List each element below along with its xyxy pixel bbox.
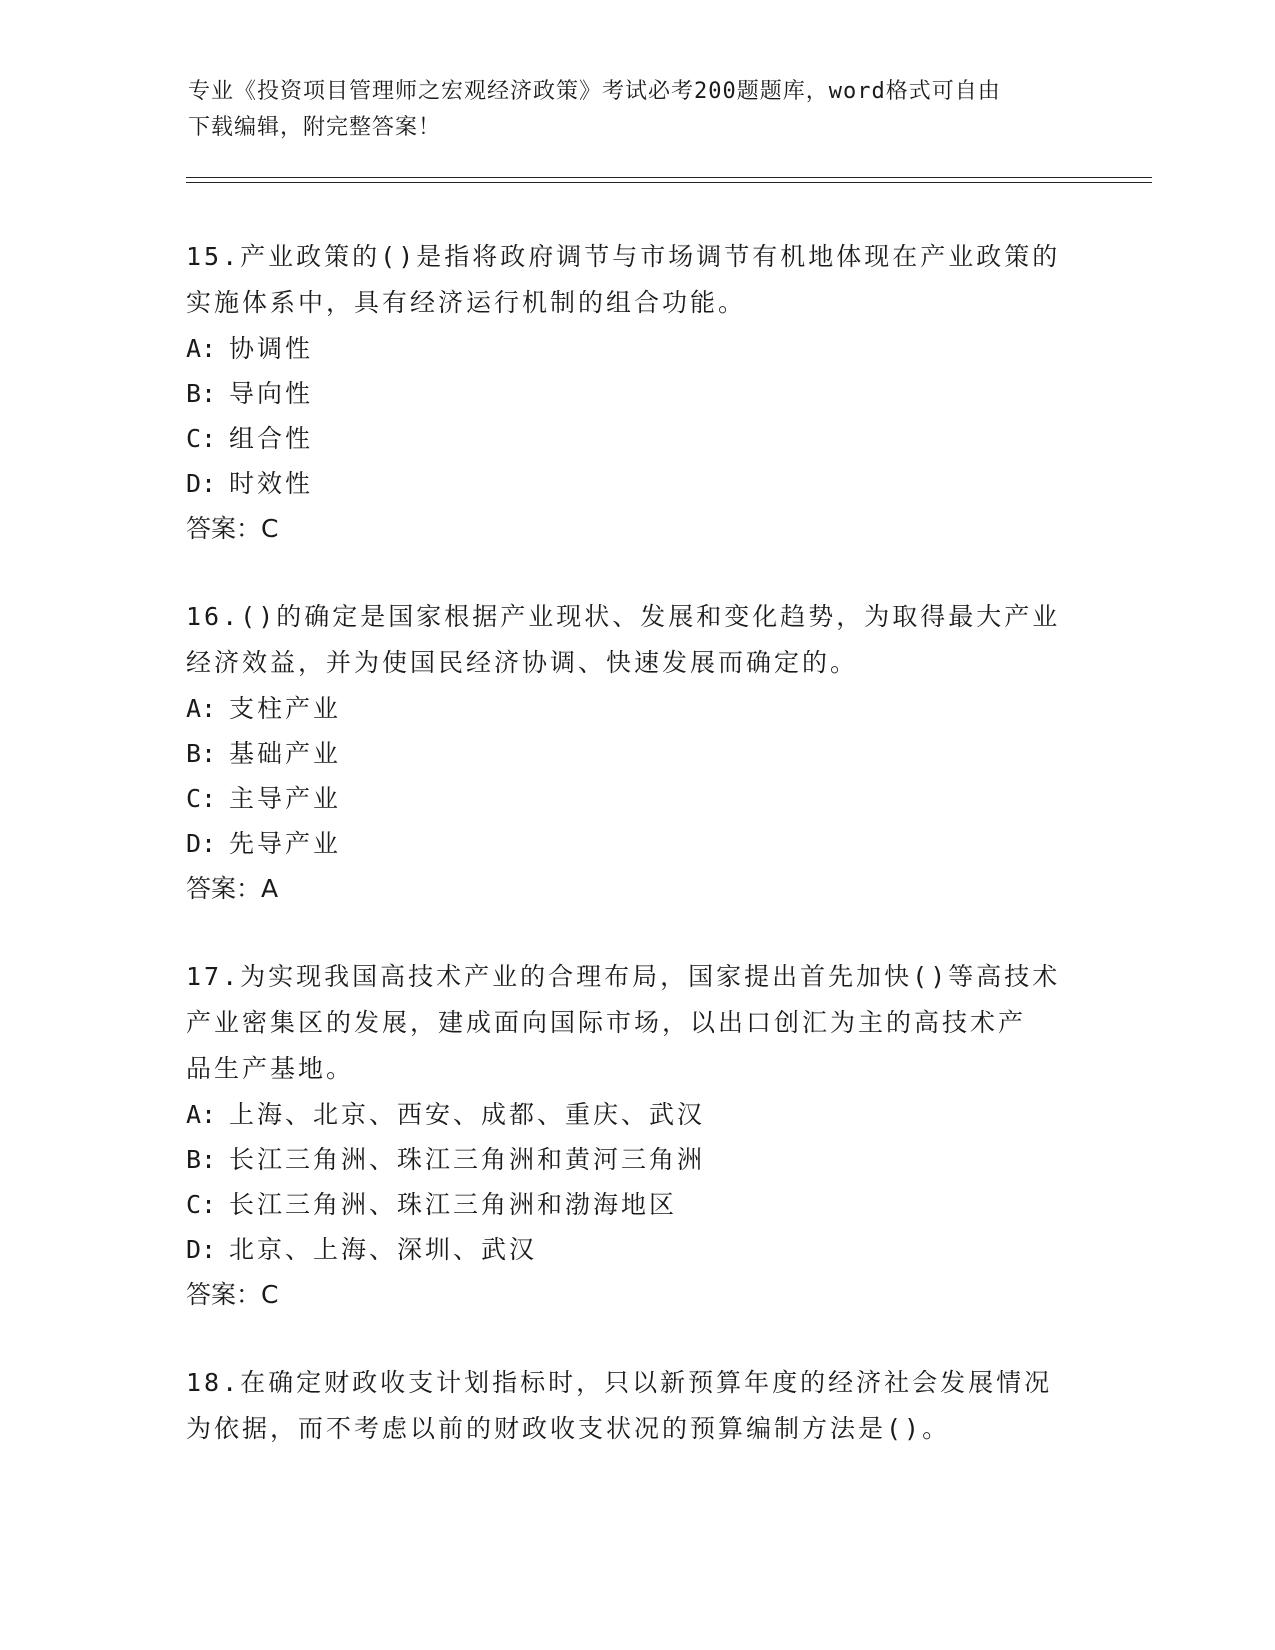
option-text: 导向性 xyxy=(229,379,314,408)
option-key: A: xyxy=(186,1100,217,1129)
question-spacer xyxy=(186,912,1066,954)
option-d xyxy=(186,1227,1066,1272)
question-stem-line: 16.()的确定是国家根据产业现状、发展和变化趋势，为取得最大产业 xyxy=(186,602,1061,631)
option-text: 时效性 xyxy=(229,469,314,498)
option-c xyxy=(186,776,1066,821)
option-b xyxy=(186,371,1066,416)
option-key: A: xyxy=(186,694,217,723)
option-key: D: xyxy=(186,829,217,858)
option-text: 支柱产业 xyxy=(229,694,342,723)
question-stem-line: 17.为实现我国高技术产业的合理布局，国家提出首先加快()等高技术 xyxy=(186,962,1061,991)
question-17 xyxy=(186,954,1066,1318)
option-key: D: xyxy=(186,469,217,498)
option-key: A: xyxy=(186,334,217,363)
option-d xyxy=(186,821,1066,866)
answer-line: 答案：C xyxy=(186,514,279,543)
option-c xyxy=(186,416,1066,461)
question-spacer xyxy=(186,552,1066,594)
answer-line: 答案：C xyxy=(186,1280,279,1309)
header-rule-bottom xyxy=(186,182,1152,183)
option-text: 长江三角洲、珠江三角洲和渤海地区 xyxy=(229,1190,678,1219)
document-header xyxy=(188,74,1068,146)
question-stem-line: 18.在确定财政收支计划指标时，只以新预算年度的经济社会发展情况 xyxy=(186,1368,1053,1397)
header-rule-top xyxy=(186,177,1152,178)
option-text: 先导产业 xyxy=(229,829,342,858)
option-key: B: xyxy=(186,739,217,768)
question-list xyxy=(186,234,1066,1452)
option-d xyxy=(186,461,1066,506)
header-line-2: 下载编辑，附完整答案！ xyxy=(188,115,442,140)
option-text: 北京、上海、深圳、武汉 xyxy=(229,1235,538,1264)
question-15 xyxy=(186,234,1066,552)
option-key: C: xyxy=(186,784,217,813)
option-b xyxy=(186,1137,1066,1182)
question-16 xyxy=(186,594,1066,912)
option-key: B: xyxy=(186,1145,217,1174)
question-stem-line: 实施体系中，具有经济运行机制的组合功能。 xyxy=(186,288,747,317)
option-text: 基础产业 xyxy=(229,739,342,768)
option-key: C: xyxy=(186,424,217,453)
question-stem-line: 产业密集区的发展，建成面向国际市场，以出口创汇为主的高技术产 xyxy=(186,1008,1027,1037)
option-text: 上海、北京、西安、成都、重庆、武汉 xyxy=(229,1100,706,1129)
question-stem-line: 品生产基地。 xyxy=(186,1054,355,1083)
option-text: 协调性 xyxy=(229,334,314,363)
question-stem-line: 15.产业政策的()是指将政府调节与市场调节有机地体现在产业政策的 xyxy=(186,242,1061,271)
question-spacer xyxy=(186,1318,1066,1360)
option-key: D: xyxy=(186,1235,217,1264)
option-key: B: xyxy=(186,379,217,408)
option-b xyxy=(186,731,1066,776)
option-a xyxy=(186,686,1066,731)
option-a xyxy=(186,326,1066,371)
option-text: 主导产业 xyxy=(229,784,342,813)
answer-line: 答案：A xyxy=(186,874,279,903)
option-text: 组合性 xyxy=(229,424,314,453)
header-line-1: 专业《投资项目管理师之宏观经济政策》考试必考200题题库，word格式可自由 xyxy=(188,79,1001,104)
question-stem-line: 为依据，而不考虑以前的财政收支状况的预算编制方法是()。 xyxy=(186,1414,951,1443)
option-key: C: xyxy=(186,1190,217,1219)
option-text: 长江三角洲、珠江三角洲和黄河三角洲 xyxy=(229,1145,706,1174)
question-18 xyxy=(186,1360,1066,1452)
option-a xyxy=(186,1092,1066,1137)
option-c xyxy=(186,1182,1066,1227)
question-stem-line: 经济效益，并为使国民经济协调、快速发展而确定的。 xyxy=(186,648,859,677)
